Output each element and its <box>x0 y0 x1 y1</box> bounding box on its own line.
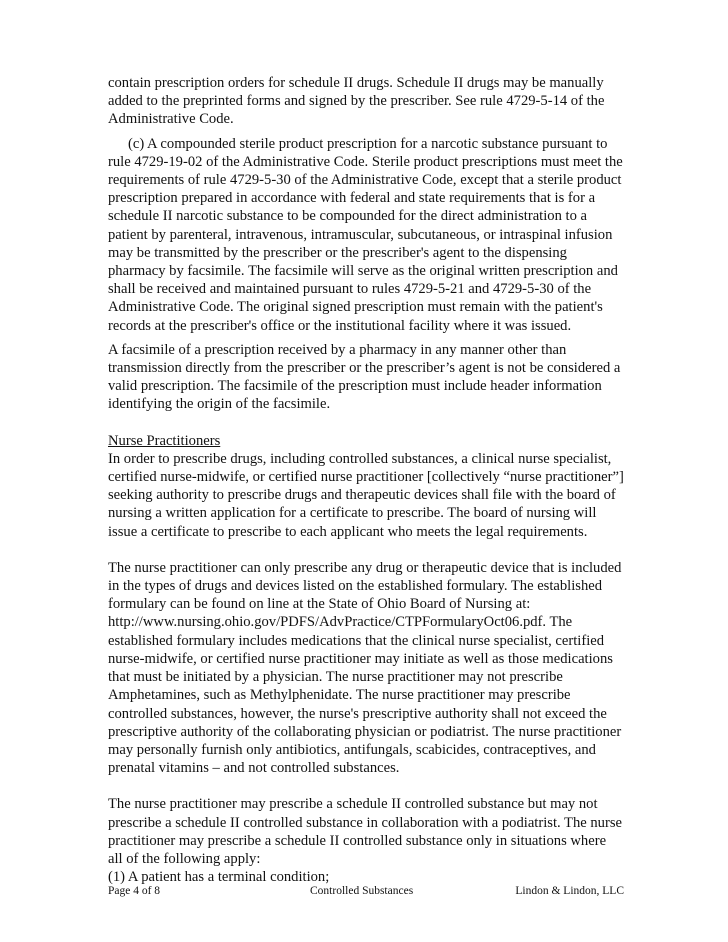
section-heading-nurse-practitioners: Nurse Practitioners <box>108 432 221 449</box>
paragraph-facsimile: A facsimile of a prescription received by a pharmacy in any manner other than transmission directly from the prescriber or the prescriber’s agent is not be considered a valid prescription. The facsimile of the prescription must include header information identifying the origin of the facsimile. <box>108 341 621 413</box>
footer-page-number: Page 4 of 8 <box>108 885 161 897</box>
paragraph-schedule-ii-np: The nurse practitioner may prescribe a schedule II controlled substance but may not prescribe a schedule II controlled substance in collaboration with a podiatrist. The nurse practitioner may prescribe a schedule II controlled substance only in situations where all of the following apply: <box>108 796 622 867</box>
paragraph-certificate-to-prescribe: In order to prescribe drugs, including controlled substances, a clinical nurse specialist, certified nurse-midwife, or certified nurse practitioner [collectively “nurse practitioner”] seeking authority to prescribe drugs and therapeutic devices shall file with the board of nursing a written application for a certificate to prescribe. The board of nursing will issue a certificate to prescribe to each applicant who meets the legal requirements. <box>108 450 624 540</box>
paragraph-schedule-ii-forms: contain prescription orders for schedule II drugs. Schedule II drugs may be manually added to the preprinted forms and signed by the prescriber. See rule 4729-5-14 of the Administrative Code. <box>108 75 605 128</box>
footer-firm: Lindon & Lindon, LLC <box>515 885 624 897</box>
paragraph-formulary: The nurse practitioner can only prescribe any drug or therapeutic device that is included in the types of drugs and devices listed on the established formulary. The established formulary can be found on line at the State of Ohio Board of Nursing at: http://www.nursing.ohio.gov/PDFS/AdvPractice/CTPFormularyOct06.pdf. The established formulary includes medications that the clinical nurse specialist, certified nurse-midwife, or certified nurse practitioner may initiate as well as those medications that must be initiated by a physician. The nurse practitioner may not prescribe Amphetamines, such as Methylphenidate. The nurse practitioner may prescribe controlled substances, however, the nurse's prescriptive authority shall not exceed the prescriptive authority of the collaborating physician or podiatrist. The nurse practitioner may personally furnish only antibiotics, antifungals, scabicides, contraceptives, and prenatal vitamins – and not controlled substances. <box>108 559 622 777</box>
list-item-terminal-condition: (1) A patient has a terminal condition; <box>108 869 330 886</box>
paragraph-compounded-sterile: (c) A compounded sterile product prescription for a narcotic substance pursuant to rule 4729-19-02 of the Administrative Code. Sterile product prescriptions must meet the requirements of rule 4729-5-30 of the Administrative Code, except that a sterile product prescription prepared in accordance with federal and state requirements that is for a schedule II narcotic substance to be compounded for the direct administration to a patient by parenteral, intravenous, intramuscular, subcutaneous, or intraspinal infusion may be transmitted by the prescriber or the prescriber's agent to the dispensing pharmacy by facsimile. The facsimile will serve as the original written prescription and shall be received and maintained pursuant to rules 4729-5-21 and 4729-5-30 of the Administrative Code. The original signed prescription must remain with the patient's records at the prescriber's office or the institutional facility where it was issued. <box>108 135 623 334</box>
document-body <box>108 74 624 886</box>
footer-title: Controlled Substances <box>310 885 414 897</box>
